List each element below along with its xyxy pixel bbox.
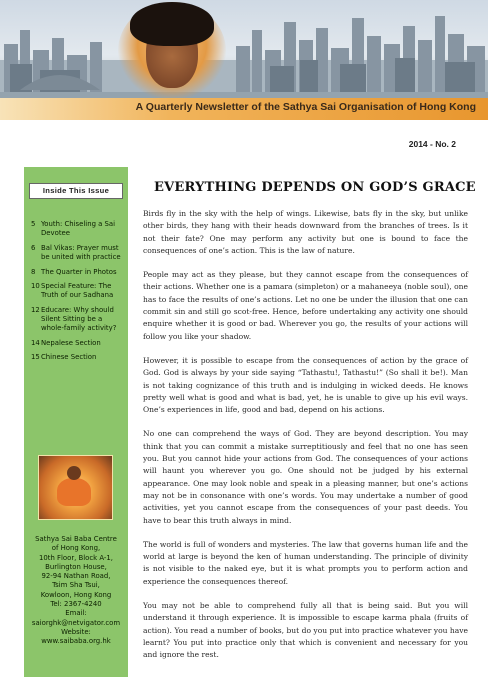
sidebar-photo-head [67, 466, 81, 480]
newsletter-tagline: A Quarterly Newsletter of the Sathya Sai Organisation of Hong Kong [135, 101, 476, 113]
address-line: Email: [65, 609, 87, 618]
address-line: Website: [61, 627, 91, 636]
centre-address [26, 535, 126, 647]
article-paragraph: People may act as they please, but they cannot escape from the consequences of their actions. Whether one is a pamara (simpleton) or a mahaneeya (noble soul), one has to face the results of one’s actions. Let no one be under the illusion that one can commit sin and still go scot-free. Hence, before undertaking any activity one should enquire whether it is good or bad. Wherever you go, the results of your actions will follow you like your shadow. [143, 270, 468, 341]
toc-item[interactable] [31, 282, 125, 301]
toc-item[interactable] [31, 268, 125, 277]
toc-page-number: 10 [31, 282, 40, 291]
toc-title: Bal Vikas: Prayer must be united with practice [41, 243, 121, 262]
toc-page-number: 5 [31, 220, 36, 228]
address-line: Burlington House, [45, 562, 107, 571]
address-line: 10th Floor, Block A-1, [38, 553, 113, 562]
toc-item[interactable] [31, 339, 125, 348]
article-paragraph: However, it is possible to escape from the consequences of action by the grace of God. God is always by your side saying “Tathastu!, Tathastu!” (So shall it be!). Man is not taking cognizance of this truth and is indulging in wicked deeds. He knows pretty well what is good and what is bad, yet, he is unable to give up his evil ways. One’s experiences in life, good and bad, depend on his actions. [143, 355, 468, 415]
toc-page-number: 15 [31, 353, 40, 362]
article-headline: EVERYTHING DEPENDS ON GOD’S GRACE [154, 180, 476, 195]
toc-title: Chinese Section [41, 353, 97, 362]
city-skyline-image [0, 0, 488, 100]
address-line: Kowloon, Hong Kong [40, 590, 112, 599]
article-paragraph: Birds fly in the sky with the help of wings. Likewise, bats fly in the sky, but unlike other birds, they hang with their heads downward from the branches of trees. Is it not their fate? One may perform any activity but one is bound to face the consequences of one’s action. This is the law of nature. [143, 209, 468, 255]
toc-title: Educare: Why should Silent Sitting be a whole-family activity? [41, 305, 117, 333]
toc-item[interactable] [31, 306, 125, 334]
address-line: 92-94 Nathan Road, [41, 572, 111, 581]
toc-title: Youth: Chiseling a Sai Devotee [41, 220, 116, 238]
toc-title: The Quarter in Photos [41, 267, 117, 276]
address-line: Sathya Sai Baba Centre [35, 535, 117, 543]
toc-page-number: 12 [31, 305, 40, 314]
toc-item[interactable] [31, 220, 125, 239]
inside-this-issue-heading: Inside This Issue [29, 183, 123, 199]
table-of-contents [31, 220, 125, 368]
toc-title: Nepalese Section [41, 338, 101, 347]
toc-item[interactable] [31, 353, 125, 362]
toc-title: Special Feature: The Truth of our Sadhana [41, 282, 114, 300]
address-line: of Hong Kong, [51, 544, 101, 553]
email-link[interactable]: saiorghk@netvigator.com [31, 618, 121, 627]
issue-number: 2014 - No. 2 [408, 139, 456, 149]
article-body [143, 208, 468, 674]
article-paragraph: No one can comprehend the ways of God. They are beyond description. You may think that you can commit a mistake surreptitiously and feel that no one has seen you. But you cannot hide your actions from God. The consequences of your actions will haunt you wherever you go. One should not be judged by his external appearance. One may look noble and speak in a pleasing manner, but one’s actions may not be in consonance with one’s words. You may undertake a number of good activities, yet you cannot escape from the consequences of your past deeds. You have to bear this truth always in mind. [143, 429, 468, 525]
website-link[interactable]: www.saibaba.org.hk [41, 637, 111, 646]
toc-page-number: 8 [31, 267, 36, 276]
article-paragraph: The world is full of wonders and mysteries. The law that governs human life and the world at large is beyond the ken of human understanding. The principle of divinity is not visible to the naked eye, but it is what prompts you to perform action and experience the consequences thereof. [143, 539, 468, 586]
article-paragraph: You may not be able to comprehend fully all that is being said. But you will understand it through experience. It is impossible to escape karma phala (fruits of action). You read a number of books, but do you put into practice whatever you have learnt? You put into practice only that which is convenient and necessary for you and ignore the rest. [143, 601, 468, 660]
guru-portrait-hair [130, 2, 214, 46]
toc-page-number: 14 [31, 338, 40, 347]
address-line: Tel: 2367-4240 [50, 600, 102, 609]
masthead-banner [0, 0, 488, 100]
toc-page-number: 6 [31, 243, 36, 252]
sidebar-photo-robe [57, 478, 91, 506]
toc-item[interactable] [31, 244, 125, 263]
address-line: Tsim Sha Tsui, [52, 581, 100, 590]
